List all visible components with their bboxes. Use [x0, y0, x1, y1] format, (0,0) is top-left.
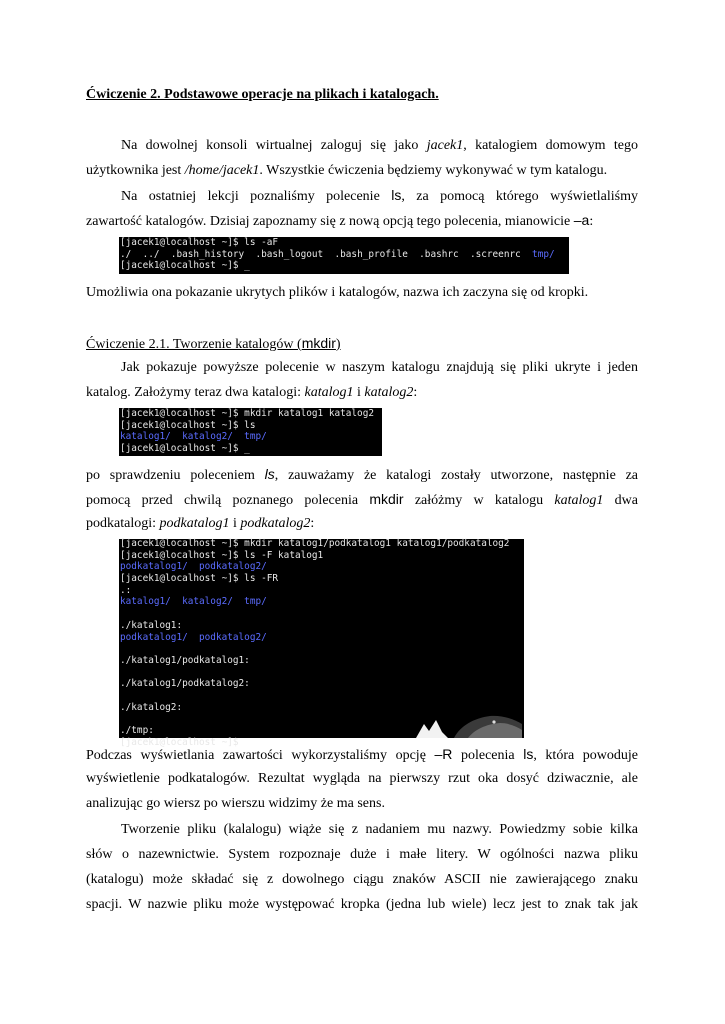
terminal-line: .: — [120, 584, 132, 596]
terminal-screenshot-2 — [119, 408, 382, 456]
paragraph-4-line-1: Jak pokazuje powyższe polecenie w naszym katalogu znajdują się pliki ukryte i jeden — [121, 360, 638, 375]
p6-text-e: , która powoduje — [533, 748, 638, 763]
terminal-line: podkatalog1/ podkatalog2/ — [120, 561, 267, 573]
tmp-dir: tmp/ — [532, 248, 555, 260]
terminal-line: ./tmp: — [120, 725, 154, 736]
paragraph-6-line-1 — [86, 745, 638, 765]
terminal-line: podkatalog1/ podkatalog2/ — [120, 631, 267, 643]
paragraph-4-line-2 — [86, 384, 638, 402]
paragraph-2-line-2 — [86, 211, 638, 231]
paragraph-5-line-2 — [86, 490, 638, 510]
p5-text-m: : — [310, 516, 315, 531]
paragraph-5-line-3 — [86, 515, 638, 533]
section-heading-text: Ćwiczenie 2.1. Tworzenie katalogów ( — [86, 337, 302, 352]
terminal-screenshot-3 — [119, 538, 524, 748]
p2-text-c: , za pomocą którego wyświetlaliśmy — [401, 189, 638, 204]
p1-text-a: Na dowolnej konsoli wirtualnej zaloguj się jako — [121, 138, 427, 153]
p4-text-e: : — [413, 385, 418, 400]
p4-text-a: katalog. Założymy teraz dwa katalogi: — [86, 385, 305, 400]
p2-text-f: : — [589, 214, 594, 229]
dot-dirs: ./ ../ — [120, 248, 160, 260]
mkdir-command: mkdir — [301, 335, 336, 351]
ls-command: ls — [264, 466, 275, 482]
terminal-line: [jacek1@localhost ~]$ ls -aF — [120, 237, 279, 248]
paragraph-3: Umożliwia ona pokazanie ukrytych plików i katalogów, nazwa ich zaczyna się od kropki. — [86, 285, 589, 300]
ls-command: ls — [523, 746, 534, 762]
p6-text-a: Podczas wyświetlania zawartości wykorzystaliśmy opcję — [86, 748, 435, 763]
p5-text-k: i — [229, 516, 241, 531]
ls-command: ls — [391, 187, 402, 203]
terminal-line: [jacek1@localhost ~]$ — [120, 736, 239, 748]
p6-text-c: polecenia — [452, 748, 524, 763]
paragraph-7-line-2: słów o nazewnictwie. System rozpoznaje duże i małe litery. W ogólności nazwa pliku — [86, 847, 638, 862]
podkatalog2-name: podkatalog2 — [240, 516, 311, 531]
p5-text-c: , zauważamy że katalogi zostały utworzone, następnie za — [274, 468, 638, 483]
option-r: –R — [434, 746, 453, 762]
terminal-line: ./katalog2: — [120, 701, 183, 713]
penguin-logo-icon — [402, 712, 522, 738]
paragraph-7-line-3: (katalogu) może składać się z dowolnego ciągu znaków ASCII nie zawierającego znaku — [86, 872, 638, 887]
paragraph-2-line-1 — [121, 186, 638, 206]
p5-text-d: pomocą przed chwilą poznanego polecenia — [86, 493, 370, 508]
paragraph-1-line-1 — [121, 137, 638, 155]
paragraph-6-line-2: wyświetlenie podkatalogów. Rezultat wygląda na pierwszy rzut oka dosyć dziwacznie, ale — [86, 771, 638, 786]
paragraph-7-line-4: spacji. W nazwie pliku może występować kropka (jedna lub wiele) lecz jest to znak tak jak — [86, 897, 638, 912]
terminal-line: [jacek1@localhost ~]$ _ — [120, 260, 250, 272]
paragraph-7-line-1: Tworzenie pliku (kalalogu) wiąże się z nadaniem mu nazwy. Powiedzmy sobie kilka — [121, 822, 638, 837]
p1-text-d: użytkownika jest — [86, 163, 185, 178]
podkatalog1-name: podkatalog1 — [159, 516, 230, 531]
katalog1-name: katalog1 — [554, 493, 604, 508]
katalog1-name: katalog1 — [304, 385, 354, 400]
paragraph-6-line-3: analizując go wiersz po wierszu widzimy że ma sens. — [86, 796, 385, 811]
option-a: –a — [573, 212, 590, 228]
exercise-title: Ćwiczenie 2. Podstawowe operacje na plikach i katalogach. — [86, 87, 439, 102]
p5-text-f: załóżmy w katalogu — [403, 493, 555, 508]
username: jacek1 — [426, 138, 464, 153]
paragraph-1-line-2 — [86, 162, 638, 180]
terminal-line: [jacek1@localhost ~]$ ls — [120, 419, 256, 431]
p1-text-c: , katalogiem domowym tego — [463, 138, 638, 153]
p2-text-a: Na ostatniej lekcji poznaliśmy polecenie — [121, 189, 392, 204]
p5-text-a: po sprawdzeniu poleceniem — [86, 468, 265, 483]
terminal-line — [120, 691, 524, 703]
home-path: /home/jacek1 — [184, 163, 260, 178]
terminal-line: [jacek1@localhost ~]$ mkdir katalog1/podkatalog1 katalog1/podkatalog2 — [120, 538, 510, 549]
p1-text-e: . Wszystkie ćwiczenia będziemy wykonywać w tym katalogu. — [259, 163, 608, 178]
terminal-line: ./katalog1: — [120, 619, 183, 631]
p5-text-i: podkatalogi: — [86, 516, 160, 531]
mkdir-command: mkdir — [369, 491, 404, 507]
terminal-screenshot-1 — [119, 237, 569, 274]
katalog2-name: katalog2 — [364, 385, 414, 400]
paragraph-5-line-1 — [86, 465, 638, 485]
section-2-1-heading — [86, 334, 638, 354]
terminal-line: ./ ../ .bash_history .bash_logout .bash_profile .bashrc .screenrc tmp/ — [120, 248, 555, 260]
p2-text-d: zawartość katalogów. Dzisiaj zapoznamy się z nową opcją tego polecenia, mianowicie — [86, 214, 574, 229]
terminal-line: ./katalog1/podkatalog2: — [120, 678, 250, 690]
terminal-line: [jacek1@localhost ~]$ _ — [120, 443, 250, 455]
terminal-line: [jacek1@localhost ~]$ ls -F katalog1 — [120, 549, 324, 561]
terminal-line: katalog1/ katalog2/ tmp/ — [120, 431, 267, 443]
p5-text-h: dwa — [603, 493, 638, 508]
terminal-line: ./katalog1/podkatalog1: — [120, 654, 250, 666]
terminal-line: [jacek1@localhost ~]$ ls -FR — [120, 573, 279, 585]
terminal-line: [jacek1@localhost ~]$ mkdir katalog1 katalog2 — [120, 408, 374, 419]
p4-text-c: i — [353, 385, 365, 400]
section-heading-end: ) — [335, 337, 341, 352]
terminal-line: katalog1/ katalog2/ tmp/ — [120, 596, 267, 608]
